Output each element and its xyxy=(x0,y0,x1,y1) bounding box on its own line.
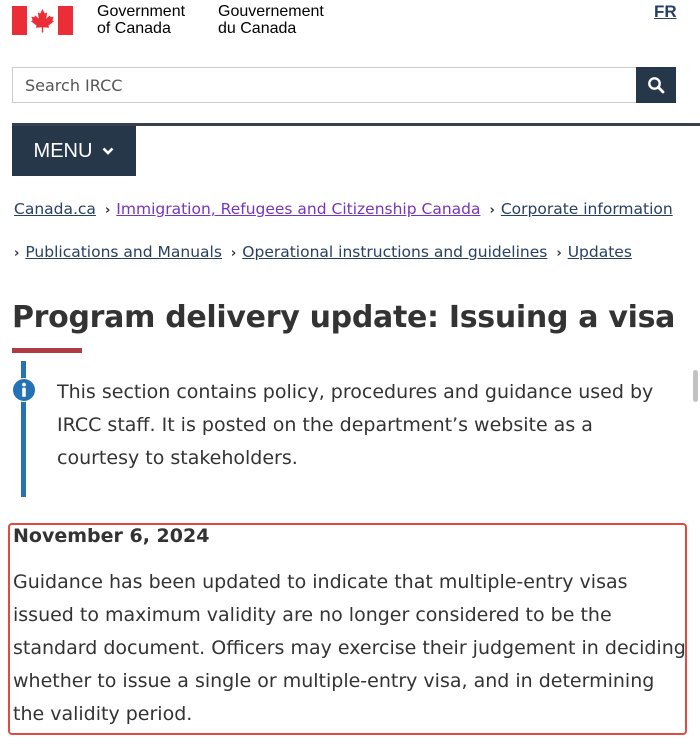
breadcrumb-link-corporate-information[interactable]: Corporate information xyxy=(500,200,673,218)
update-text: Guidance has been updated to indicate that multiple-entry visas issued to maximum validity are no longer considered to be the standard document. Officers may exercise their judgement in deciding whether to issue a single or multiple-entry visa, and in determining the validity period. xyxy=(13,571,686,725)
signature-en-line1: Government xyxy=(97,3,186,20)
search-input[interactable] xyxy=(12,67,636,103)
chevron-right-icon: › xyxy=(104,203,111,218)
search-icon xyxy=(647,76,665,94)
breadcrumb-link-canada-ca[interactable]: Canada.ca xyxy=(14,200,96,218)
chevron-right-icon: › xyxy=(14,246,20,261)
chevron-down-icon xyxy=(102,147,114,155)
info-alert-text: This section contains policy, procedures and guidance used by IRCC staff. It is posted on the department’s website as a courtesy to stakeholders. xyxy=(57,381,654,469)
signature-english xyxy=(97,3,185,37)
chevron-right-icon: › xyxy=(489,203,495,218)
info-icon xyxy=(12,378,36,402)
signature-fr-line2: du Canada xyxy=(218,20,297,37)
menu-button[interactable] xyxy=(12,126,136,176)
breadcrumb-link-ircc[interactable]: Immigration, Refugees and Citizenship Canada xyxy=(116,200,481,218)
canada-flag-icon xyxy=(12,6,73,35)
update-date: November 6, 2024 xyxy=(13,525,210,547)
title-underline xyxy=(12,348,82,353)
search-button[interactable] xyxy=(636,67,676,103)
signature-fr-line1: Gouvernement xyxy=(218,3,324,20)
breadcrumb-link-updates[interactable]: Updates xyxy=(567,243,632,261)
chevron-right-icon: › xyxy=(230,246,237,261)
breadcrumb-row-1 xyxy=(14,200,673,218)
breadcrumb-row-2 xyxy=(14,243,632,261)
breadcrumb-link-operational-instructions[interactable]: Operational instructions and guidelines xyxy=(242,243,548,261)
menu-label: MENU xyxy=(33,139,93,162)
scrollbar-thumb[interactable] xyxy=(693,370,698,402)
page-title: Program delivery update: Issuing a visa xyxy=(12,300,676,335)
signature-en-line2: of Canada xyxy=(97,20,171,37)
chevron-right-icon: › xyxy=(556,246,562,261)
breadcrumb-link-publications-manuals[interactable]: Publications and Manuals xyxy=(25,243,222,261)
signature-french xyxy=(218,3,324,37)
language-toggle-link[interactable]: FR xyxy=(654,2,677,21)
